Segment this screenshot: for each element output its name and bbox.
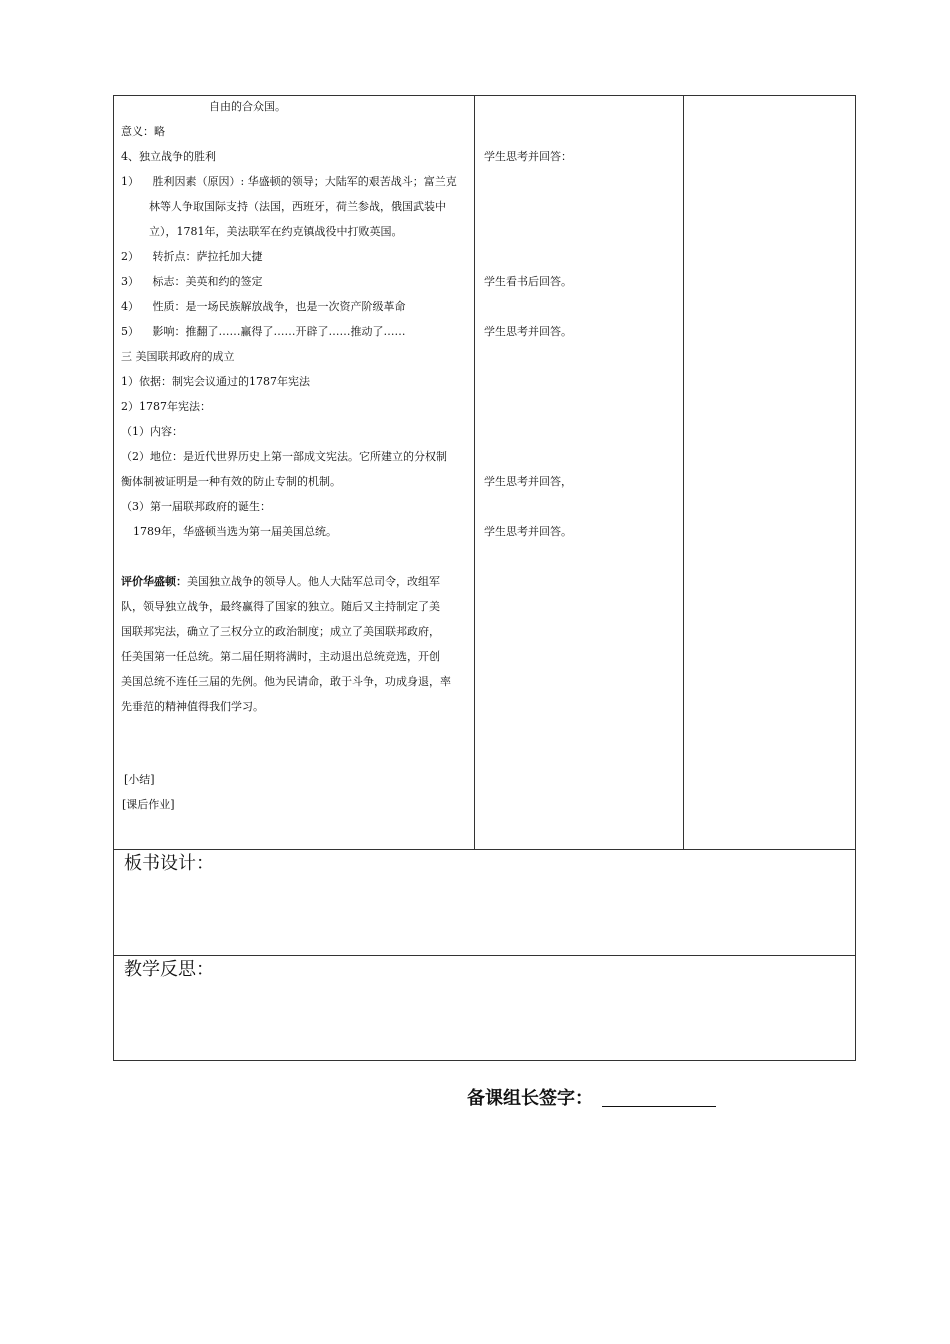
list-item — [121, 247, 263, 267]
list-number: 3） — [121, 275, 139, 288]
list-item — [121, 172, 457, 192]
section-heading: 三 美国联邦政府的成立 — [121, 350, 235, 363]
content-line: 4、独立战争的胜利 — [121, 150, 216, 163]
evaluation-text: 先垂范的精神值得我们学习。 — [121, 700, 264, 713]
column-divider-2 — [683, 95, 684, 849]
content-line: 2）1787年宪法： — [121, 400, 211, 413]
summary-label: [小结] — [124, 773, 155, 786]
student-activity-note: 学生思考并回答， — [484, 475, 572, 488]
content-line: 1）依据：制宪会议通过的1787年宪法 — [121, 375, 310, 388]
evaluation-line — [121, 572, 440, 592]
student-activity-note: 学生思考并回答： — [484, 150, 572, 163]
signature-label: 备课组长签字： — [467, 1088, 593, 1109]
content-line: 立），1781年，美法联军在约克镇战役中打败英国。 — [149, 225, 403, 238]
student-activity-note: 学生思考并回答。 — [484, 325, 572, 338]
content-line: （1）内容： — [121, 425, 183, 438]
list-number: 5） — [121, 325, 139, 338]
student-activity-note: 学生看书后回答。 — [484, 275, 572, 288]
homework-label: [课后作业] — [122, 798, 175, 811]
content-line: 转折点：萨拉托加大捷 — [152, 250, 263, 263]
row-divider-2 — [113, 955, 856, 956]
student-activity-note: 学生思考并回答。 — [484, 525, 572, 538]
evaluation-text: 国联邦宪法，确立了三权分立的政治制度；成立了美国联邦政府， — [121, 625, 440, 638]
list-item — [121, 272, 263, 292]
board-design-title: 板书设计： — [124, 853, 214, 874]
evaluation-text: 美国独立战争的领导人。他人大陆军总司令，改组军 — [187, 575, 440, 588]
signature-line[interactable] — [602, 1106, 716, 1107]
content-line: 1789年，华盛顿当选为第一届美国总统。 — [133, 525, 337, 538]
content-line: （2）地位：是近代世界历史上第一部成文宪法。它所建立的分权制 — [121, 450, 447, 463]
evaluation-text: 队，领导独立战争，最终赢得了国家的独立。随后又主持制定了美 — [121, 600, 440, 613]
content-line: 性质：是一场民族解放战争，也是一次资产阶级革命 — [152, 300, 406, 313]
list-item — [121, 297, 406, 317]
evaluation-text: 美国总统不连任三届的先例。他为民请命，敢于斗争，功成身退，率 — [121, 675, 451, 688]
content-line: 影响：推翻了……赢得了……开辟了……推动了…… — [152, 325, 406, 338]
content-line: 意义：略 — [121, 125, 165, 138]
content-line: 自由的合众国。 — [209, 100, 286, 113]
list-number: 2） — [121, 250, 139, 263]
list-number: 4） — [121, 300, 139, 313]
content-line: 衡体制被证明是一种有效的防止专制的机制。 — [121, 475, 341, 488]
evaluation-text: 任美国第一任总统。第二届任期将满时，主动退出总统竞选，开创 — [121, 650, 440, 663]
content-line: 林等人争取国际支持（法国，西班牙，荷兰参战，俄国武装中 — [149, 200, 446, 213]
list-number: 1） — [121, 175, 139, 188]
content-line: 标志：美英和约的签定 — [152, 275, 263, 288]
list-item — [121, 322, 406, 342]
row-divider-1 — [113, 849, 856, 850]
reflection-title: 教学反思： — [124, 959, 214, 980]
content-line: （3）第一届联邦政府的诞生： — [121, 500, 271, 513]
content-line: 胜利因素（原因）: 华盛顿的领导；大陆军的艰苦战斗；富兰克 — [152, 175, 457, 188]
column-divider-1 — [474, 95, 475, 849]
evaluation-label: 评价华盛顿： — [121, 575, 187, 588]
